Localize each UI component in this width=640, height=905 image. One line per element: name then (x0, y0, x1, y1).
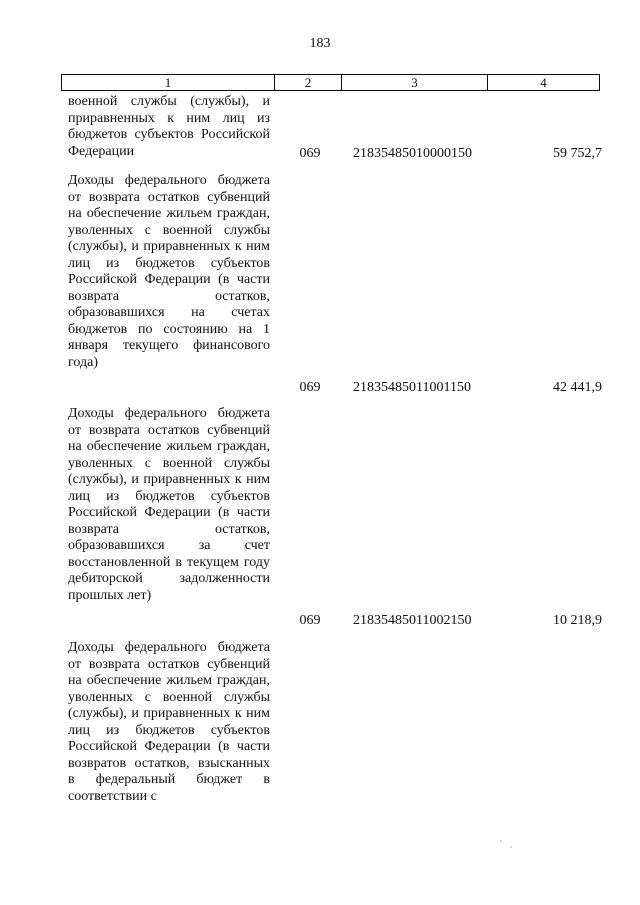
page-number: 183 (309, 36, 331, 51)
header-col-1: 1 (61, 74, 275, 91)
row-2-amount: 42 441,9 (553, 380, 602, 395)
header-col-3: 3 (341, 74, 488, 91)
row-1-amount: 59 752,7 (553, 146, 602, 161)
header-col-4: 4 (487, 74, 600, 91)
row-4-description: Доходы федерального бюджета от возврата остатков субвенций на обеспечение жильем граждан, уволенных с военной службы (службы), и приравненных к ним лиц из бюджетов субъектов Российской Федерации (в части возвратов остатков, взысканных в федеральный бюджет в соответствии с (68, 640, 270, 804)
row-3-code: 069 (299, 613, 321, 628)
header-col-2: 2 (274, 74, 342, 91)
row-3-description: Доходы федерального бюджета от возврата остатков субвенций на обеспечение жильем граждан, уволенных с военной службы (службы), и приравненных к ним лиц из бюджетов субъектов Российской Федерации (в части возврата остатков, образовавшихся за счет восстановленной в текущем году дебиторской задолженности прошлых лет) (68, 406, 270, 603)
row-2-code: 069 (299, 380, 321, 395)
table-header (61, 74, 600, 91)
row-1-code: 069 (299, 146, 321, 161)
scan-artifact (500, 840, 502, 842)
row-1-description: военной службы (службы), и приравненных к ним лиц из бюджетов субъектов Российской Федерации (68, 94, 270, 159)
row-3-amount: 10 218,9 (553, 613, 602, 628)
row-2-description: Доходы федерального бюджета от возврата остатков субвенций на обеспечение жильем граждан, уволенных с военной службы (службы), и приравненных к ним лиц из бюджетов субъектов Российской Федерации (в части возврата остатков, образовавшихся на счетах бюджетов по состоянию на 1 января текущего финансового года) (68, 173, 270, 370)
row-1-kbk: 21835485010000150 (353, 146, 472, 161)
row-3-kbk: 21835485011002150 (353, 613, 472, 628)
row-2-kbk: 21835485011001150 (353, 380, 471, 395)
scan-artifact (510, 846, 512, 848)
